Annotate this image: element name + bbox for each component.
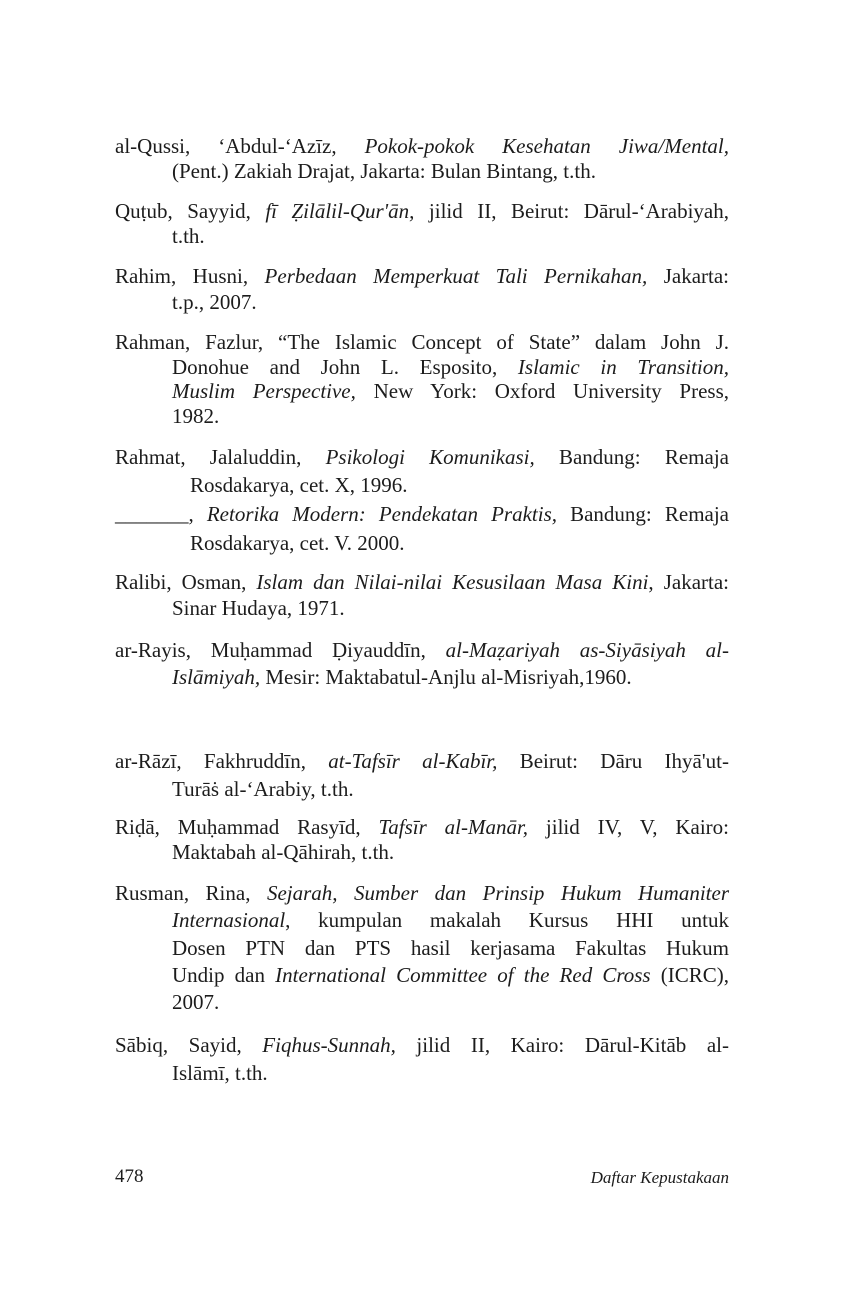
entry-text: Rosdakarya, cet. X, 1996. bbox=[190, 473, 408, 497]
entry-line bbox=[115, 355, 729, 380]
entry-line bbox=[115, 471, 729, 499]
bib-entry bbox=[115, 747, 729, 803]
entry-line bbox=[115, 935, 729, 962]
entry-title-italic: at-Tafsīr al-Kabīr, bbox=[328, 749, 498, 773]
entry-text: Sinar Hudaya, 1971. bbox=[172, 596, 345, 620]
entry-line bbox=[115, 880, 729, 907]
entry-line bbox=[115, 330, 729, 355]
entry-text: (Pent.) Zakiah Drajat, Jakarta: Bulan Bintang, t.th. bbox=[172, 159, 596, 183]
entry-line bbox=[115, 775, 729, 803]
entry-title-italic: Pokok-pokok Kesehatan Jiwa/Mental, bbox=[364, 134, 729, 158]
bib-entry bbox=[115, 1031, 729, 1087]
entry-line bbox=[115, 199, 729, 224]
entry-text: Sābiq, Sayid, bbox=[115, 1033, 263, 1057]
ditto-author-rule: _______, bbox=[115, 502, 207, 526]
entry-line bbox=[115, 907, 729, 934]
entry-title-italic: Perbedaan Memperkuat Tali Pernikahan, bbox=[264, 264, 648, 288]
bib-entry bbox=[115, 264, 729, 315]
entry-text: Dosen PTN dan PTS hasil kerjasama Fakultas Hukum bbox=[172, 935, 729, 960]
entry-text: Islāmī, t.th. bbox=[172, 1061, 268, 1085]
bib-entry bbox=[115, 199, 729, 249]
entry-line bbox=[115, 404, 729, 429]
entry-title-italic: Sejarah, Sumber dan Prinsip Hukum Humaniter bbox=[266, 881, 729, 905]
entry-text: al-Qussi, ‘Abdul-‘Azīz, bbox=[115, 134, 365, 158]
entry-line bbox=[115, 529, 729, 558]
entry-text: Rahman, Fazlur, “The Islamic Concept of State” dalam John J. bbox=[115, 330, 729, 354]
running-title: Daftar Kepustakaan bbox=[590, 1168, 729, 1187]
bib-entry bbox=[115, 880, 729, 1016]
entry-text: Jakarta: bbox=[647, 264, 730, 288]
entry-text: Turāṡ al-‘Arabiy, t.th. bbox=[172, 777, 354, 801]
entry-line bbox=[115, 159, 729, 184]
entry-text: Bandung: Remaja bbox=[557, 502, 730, 526]
bib-entry bbox=[115, 569, 729, 621]
entry-line bbox=[115, 815, 729, 840]
entry-title-italic: al-Maẓariyah as-Siyāsiyah al- bbox=[445, 638, 730, 662]
entry-text: Maktabah al-Qāhirah, t.th. bbox=[172, 840, 395, 864]
entry-title-italic: Islam dan Nilai-nilai Kesusilaan Masa Kini bbox=[256, 570, 649, 594]
entry-title-italic: Islāmiyah, bbox=[172, 665, 261, 689]
entry-line bbox=[115, 443, 729, 471]
entry-line bbox=[115, 500, 729, 529]
bib-entry bbox=[115, 500, 729, 558]
entry-text: Mesir: Maktabatul-Anjlu al-Misriyah,1960. bbox=[260, 665, 632, 689]
entry-line bbox=[115, 664, 729, 691]
entry-text: Rahim, Husni, bbox=[115, 264, 265, 288]
entry-text: (ICRC), bbox=[650, 962, 729, 987]
entry-text: ar-Rayis, Muḥammad Ḍiyauddīn, bbox=[115, 638, 446, 662]
entry-line bbox=[115, 637, 729, 664]
entry-text: Ralibi, Osman, bbox=[115, 570, 257, 594]
entry-text: Rahmat, Jalaluddin, bbox=[115, 445, 326, 469]
page-number: 478 bbox=[115, 1166, 144, 1187]
entry-line bbox=[115, 224, 729, 249]
entry-text: Rusman, Rina, bbox=[115, 881, 267, 905]
bib-entry bbox=[115, 330, 729, 428]
entry-text: Undip dan bbox=[172, 962, 276, 987]
entry-title-italic: Tafsīr al-Manār, bbox=[378, 815, 529, 839]
entry-text: Quṭub, Sayyid, bbox=[115, 199, 266, 223]
entry-title-italic: Retorika Modern: Pendekatan Praktis, bbox=[206, 502, 557, 526]
entry-text: Bandung: Remaja bbox=[534, 445, 729, 469]
entry-line bbox=[115, 989, 729, 1016]
entry-text: jilid II, Kairo: Dārul-Kitāb al- bbox=[395, 1033, 729, 1057]
entry-text: New York: Oxford University Press, bbox=[355, 379, 729, 403]
bib-entry bbox=[115, 443, 729, 499]
entry-text: jilid II, Beirut: Dārul-‘Arabiyah, bbox=[414, 199, 729, 223]
entry-line bbox=[115, 962, 729, 989]
entry-line bbox=[115, 1059, 729, 1087]
entry-text: , Jakarta: bbox=[648, 570, 730, 594]
entry-text: Rosdakarya, cet. V. 2000. bbox=[190, 531, 405, 555]
entry-line bbox=[115, 840, 729, 865]
entry-text: Beirut: Dāru Ihyā'ut- bbox=[497, 749, 729, 773]
entry-line bbox=[115, 134, 729, 159]
entry-text: Donohue and John L. Esposito, bbox=[172, 354, 518, 379]
entry-text: t.th. bbox=[172, 224, 205, 248]
entry-title-italic: Islamic in Transition, bbox=[517, 354, 729, 379]
entry-title-italic: Muslim Perspective, bbox=[172, 379, 356, 403]
entry-title-italic: Internasional bbox=[172, 908, 286, 933]
entry-text: 2007. bbox=[172, 990, 220, 1015]
entry-line bbox=[115, 747, 729, 775]
entry-title-italic: fī Ẓilālil-Qur'ān, bbox=[265, 199, 415, 223]
entry-line bbox=[115, 595, 729, 621]
entry-line bbox=[115, 290, 729, 316]
entry-text: ar-Rāzī, Fakhruddīn, bbox=[115, 749, 329, 773]
entry-line bbox=[115, 569, 729, 595]
entry-line bbox=[115, 264, 729, 290]
bib-entry bbox=[115, 134, 729, 184]
entry-text: t.p., 2007. bbox=[172, 289, 257, 314]
entry-line bbox=[115, 379, 729, 404]
entry-line bbox=[115, 1031, 729, 1059]
entry-title-italic: Psikologi Komunikasi, bbox=[325, 445, 535, 469]
entry-text: jilid IV, V, Kairo: bbox=[528, 815, 729, 839]
entry-title-italic: Fiqhus-Sunnah, bbox=[262, 1033, 396, 1057]
bib-entry bbox=[115, 815, 729, 865]
bib-entry bbox=[115, 637, 729, 691]
entry-text: 1982. bbox=[172, 403, 220, 428]
entry-title-italic: International Committee of the Red Cross bbox=[275, 962, 651, 987]
entry-text: Riḍā, Muḥammad Rasyīd, bbox=[115, 815, 379, 839]
entry-text: , kumpulan makalah Kursus HHI untuk bbox=[285, 908, 729, 933]
